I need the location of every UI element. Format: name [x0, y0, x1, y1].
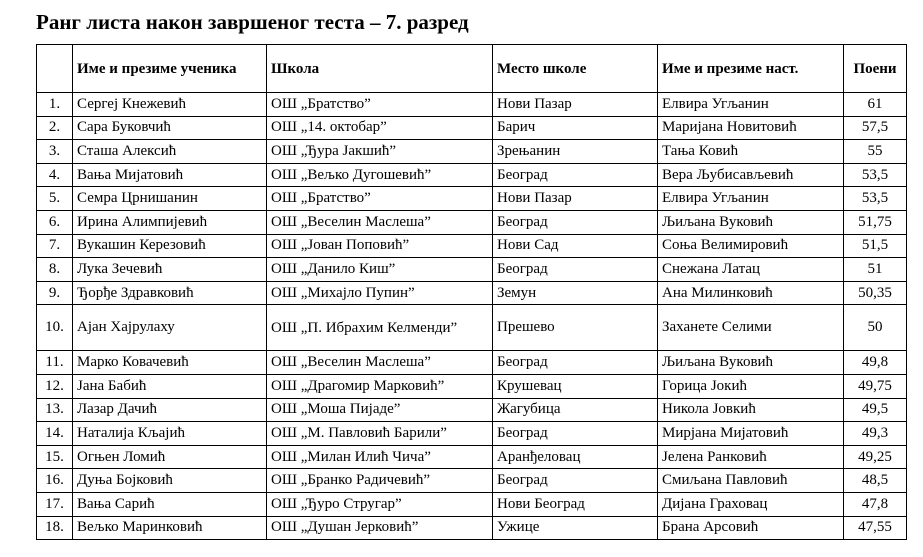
cell-rank: 15. [37, 445, 73, 469]
cell-points: 49,8 [844, 351, 907, 375]
table-row [37, 210, 907, 234]
cell-city: Београд [493, 258, 658, 282]
cell-points: 48,5 [844, 469, 907, 493]
table-row [37, 116, 907, 140]
cell-student-name: Сташа Алексић [73, 140, 267, 164]
header-points: Поени [844, 45, 907, 93]
cell-city: Зрењанин [493, 140, 658, 164]
cell-points: 47,8 [844, 492, 907, 516]
cell-points: 57,5 [844, 116, 907, 140]
table-row [37, 140, 907, 164]
cell-points: 51,5 [844, 234, 907, 258]
cell-rank: 1. [37, 93, 73, 117]
cell-city: Београд [493, 469, 658, 493]
table-row [37, 351, 907, 375]
cell-teacher: Смиљана Павловић [658, 469, 844, 493]
cell-rank: 3. [37, 140, 73, 164]
cell-city: Нови Сад [493, 234, 658, 258]
cell-rank: 12. [37, 374, 73, 398]
cell-rank: 13. [37, 398, 73, 422]
table-row [37, 422, 907, 446]
cell-points: 49,75 [844, 374, 907, 398]
cell-teacher: Брана Арсовић [658, 516, 844, 540]
cell-teacher: Мирјана Мијатовић [658, 422, 844, 446]
cell-student-name: Сергеј Кнежевић [73, 93, 267, 117]
cell-student-name: Огњен Ломић [73, 445, 267, 469]
cell-teacher: Горица Јокић [658, 374, 844, 398]
cell-city: Крушевац [493, 374, 658, 398]
table-row [37, 374, 907, 398]
table-row [37, 516, 907, 540]
cell-teacher: Никола Јовкић [658, 398, 844, 422]
cell-school: ОШ „Братство” [267, 187, 493, 211]
cell-city: Прешево [493, 305, 658, 351]
table-row [37, 492, 907, 516]
cell-city: Барич [493, 116, 658, 140]
header-school: Школа [267, 45, 493, 93]
cell-teacher: Јелена Ранковић [658, 445, 844, 469]
cell-student-name: Дуња Бојковић [73, 469, 267, 493]
cell-student-name: Лазар Дачић [73, 398, 267, 422]
cell-points: 51 [844, 258, 907, 282]
cell-points: 53,5 [844, 187, 907, 211]
cell-rank: 18. [37, 516, 73, 540]
cell-teacher: Тања Ковић [658, 140, 844, 164]
cell-rank: 9. [37, 281, 73, 305]
cell-student-name: Наталија Кљајић [73, 422, 267, 446]
cell-school: ОШ „Михајло Пупин” [267, 281, 493, 305]
cell-points: 47,55 [844, 516, 907, 540]
table-row [37, 234, 907, 258]
cell-school: ОШ „Душан Јерковић” [267, 516, 493, 540]
cell-city: Нови Пазар [493, 187, 658, 211]
cell-school: ОШ „Бранко Радичевић” [267, 469, 493, 493]
cell-rank: 10. [37, 305, 73, 351]
cell-points: 51,75 [844, 210, 907, 234]
cell-teacher: Вера Љубисављевић [658, 163, 844, 187]
cell-rank: 16. [37, 469, 73, 493]
cell-points: 49,25 [844, 445, 907, 469]
cell-school: ОШ „Вељко Дугошевић” [267, 163, 493, 187]
page-title: Ранг листа након завршеног теста – 7. разред [36, 10, 469, 34]
header-teacher: Име и презиме наст. [658, 45, 844, 93]
header-number [37, 45, 73, 93]
table-row [37, 258, 907, 282]
cell-teacher: Соња Велимировић [658, 234, 844, 258]
cell-points: 50,35 [844, 281, 907, 305]
table-row [37, 469, 907, 493]
cell-school: ОШ „М. Павловић Барили” [267, 422, 493, 446]
cell-rank: 14. [37, 422, 73, 446]
cell-school: ОШ „Милан Илић Чича” [267, 445, 493, 469]
cell-teacher: Дијана Граховац [658, 492, 844, 516]
header-student-name: Име и презиме ученика [73, 45, 267, 93]
cell-city: Нови Пазар [493, 93, 658, 117]
cell-city: Београд [493, 210, 658, 234]
cell-teacher: Елвира Угљанин [658, 93, 844, 117]
cell-teacher: Љиљана Вуковић [658, 351, 844, 375]
table-row [37, 93, 907, 117]
cell-points: 55 [844, 140, 907, 164]
cell-student-name: Ирина Алимпијевић [73, 210, 267, 234]
cell-school: ОШ „П. Ибрахим Келменди” [267, 305, 493, 351]
cell-city: Београд [493, 163, 658, 187]
cell-teacher: Заханете Селими [658, 305, 844, 351]
cell-rank: 2. [37, 116, 73, 140]
table-row [37, 398, 907, 422]
cell-city: Београд [493, 422, 658, 446]
cell-school: ОШ „Драгомир Марковић” [267, 374, 493, 398]
cell-rank: 11. [37, 351, 73, 375]
cell-city: Нови Београд [493, 492, 658, 516]
cell-rank: 5. [37, 187, 73, 211]
cell-student-name: Лука Зечевић [73, 258, 267, 282]
cell-city: Земун [493, 281, 658, 305]
cell-school: ОШ „Јован Поповић” [267, 234, 493, 258]
cell-school: ОШ „14. октобар” [267, 116, 493, 140]
cell-points: 49,3 [844, 422, 907, 446]
table-row [37, 163, 907, 187]
header-city: Место школе [493, 45, 658, 93]
cell-school: ОШ „Веселин Маслеша” [267, 210, 493, 234]
cell-city: Београд [493, 351, 658, 375]
cell-teacher: Маријана Новитовић [658, 116, 844, 140]
cell-student-name: Јана Бабић [73, 374, 267, 398]
cell-rank: 17. [37, 492, 73, 516]
cell-points: 49,5 [844, 398, 907, 422]
cell-student-name: Вељко Маринковић [73, 516, 267, 540]
cell-rank: 7. [37, 234, 73, 258]
cell-student-name: Вања Мијатовић [73, 163, 267, 187]
cell-student-name: Семра Црнишанин [73, 187, 267, 211]
cell-school: ОШ „Ђура Јакшић” [267, 140, 493, 164]
cell-school: ОШ „Данило Киш” [267, 258, 493, 282]
cell-student-name: Ајан Хајрулаху [73, 305, 267, 351]
cell-points: 53,5 [844, 163, 907, 187]
cell-points: 50 [844, 305, 907, 351]
cell-teacher: Љиљана Вуковић [658, 210, 844, 234]
table-row [37, 187, 907, 211]
cell-student-name: Сара Буковчић [73, 116, 267, 140]
cell-school: ОШ „Моша Пијаде” [267, 398, 493, 422]
table-row [37, 305, 907, 351]
cell-student-name: Марко Ковачевић [73, 351, 267, 375]
cell-school: ОШ „Братство” [267, 93, 493, 117]
ranking-table [36, 44, 907, 540]
cell-student-name: Ђорђе Здравковић [73, 281, 267, 305]
cell-teacher: Ана Милинковић [658, 281, 844, 305]
cell-city: Жагубица [493, 398, 658, 422]
cell-student-name: Вања Сарић [73, 492, 267, 516]
cell-school: ОШ „Веселин Маслеша” [267, 351, 493, 375]
cell-rank: 6. [37, 210, 73, 234]
cell-rank: 4. [37, 163, 73, 187]
cell-points: 61 [844, 93, 907, 117]
cell-teacher: Снежана Латац [658, 258, 844, 282]
cell-city: Аранђеловац [493, 445, 658, 469]
table-row [37, 445, 907, 469]
cell-school: ОШ „Ђуро Стругар” [267, 492, 493, 516]
cell-city: Ужице [493, 516, 658, 540]
cell-teacher: Елвира Угљанин [658, 187, 844, 211]
cell-student-name: Вукашин Керезовић [73, 234, 267, 258]
cell-rank: 8. [37, 258, 73, 282]
table-row [37, 281, 907, 305]
table-header-row [37, 45, 907, 93]
